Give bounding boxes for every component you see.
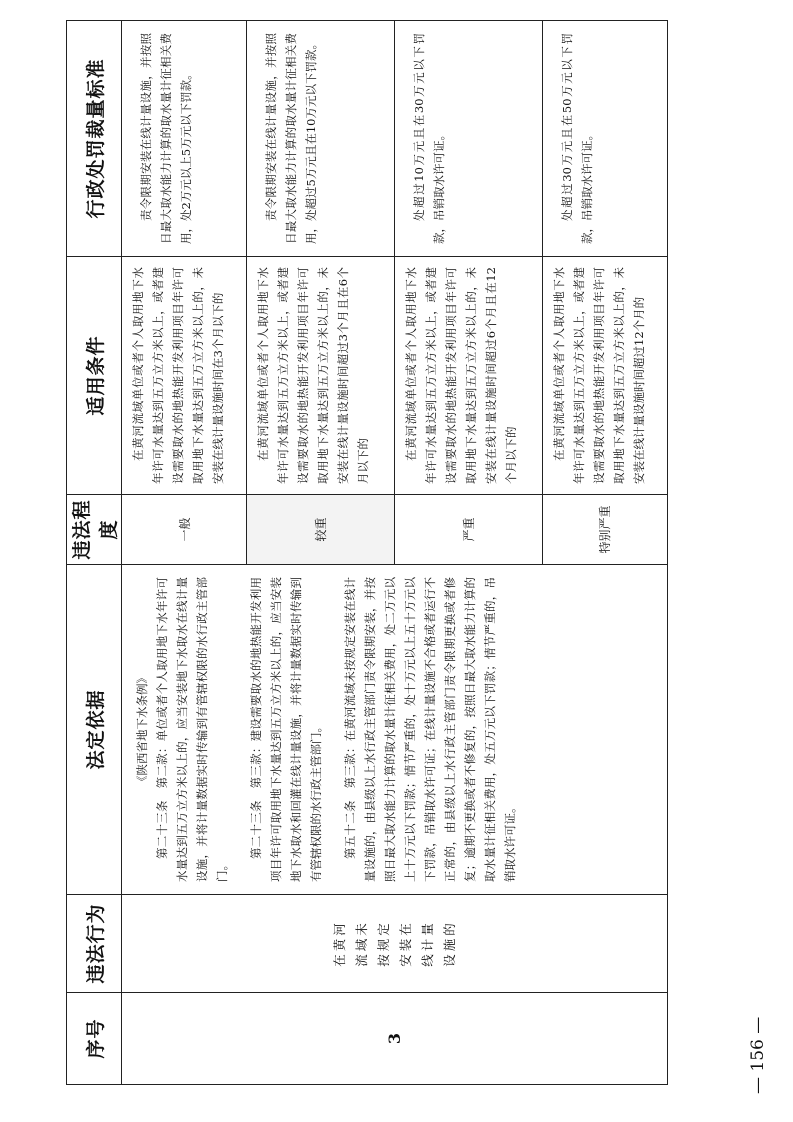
condition-cell — [247, 257, 395, 495]
penalty-general: 责令限期安装在线计量设施，并按照日最大取水能力计算的取水量计征相关费用，处2万元以上5万元以下罚款。 — [139, 33, 193, 244]
degree-especially-severe: 特别严重 — [542, 495, 667, 565]
condition-cell — [394, 257, 542, 495]
degree-serious: 较重 — [247, 495, 395, 565]
table-row — [122, 21, 247, 1085]
condition-especially-severe: 在黄河流域单位或者个人取用地下水年许可水量达到五万立方米以上，或者建设需要取水的地热能开发利用项目年许可取用地下水量达到五万立方米以上的，未安装在线计量设施时间超过12个月的 — [551, 267, 646, 484]
condition-serious: 在黄河流域单位或者个人取用地下水年许可水量达到五万立方米以上，或者建设需要取水的地热能开发利用项目年许可取用地下水量达到五万立方米以上的，未安装在线计量设施时间超过3个月且在6个月以下的 — [256, 267, 371, 484]
legal-basis-cell — [122, 565, 668, 895]
header-condition: 适用条件 — [67, 257, 122, 495]
condition-cell — [122, 257, 247, 495]
penalty-cell — [122, 21, 247, 257]
violation-cell — [122, 895, 668, 993]
penalty-standard-table — [66, 20, 668, 1085]
header-violation: 违法行为 — [67, 895, 122, 993]
basis-paragraph-1: 第二十三条 第二款：单位或者个人取用地下水年许可水量达到五万立方米以上的，应当安装地下水取水在线计量设施，并将计量数据实时传输到有管辖权限的水行政主管部门。 — [155, 577, 229, 882]
penalty-cell — [394, 21, 542, 257]
penalty-severe: 处超过10万元且在30万元以下罚款，吊销取水许可证。 — [411, 33, 446, 244]
penalty-cell — [542, 21, 667, 257]
basis-paragraph-2: 第二十三条 第三款：建设需要取水的地热能开发利用项目年许可取用地下水量达到五万立方米以上的，应当安装地下水取水和回灌在线计量设施，并将计量数据实时传输到有管辖权限的水行政主管部门。 — [249, 577, 323, 882]
table-header-row — [67, 21, 122, 1085]
header-degree: 违法程度 — [67, 495, 122, 565]
page-number: — 156 — — [748, 1016, 768, 1094]
header-seq: 序号 — [67, 993, 122, 1085]
law-title: 《陕西省地下水条例》 — [135, 672, 149, 787]
penalty-especially-severe: 处超过30万元且在50万元以下罚款，吊销取水许可证。 — [559, 33, 594, 244]
violation-text: 在黄河流域未按规定安装在线计量设施的 — [331, 920, 457, 967]
header-penalty-standard: 行政处罚裁量标准 — [67, 21, 122, 257]
penalty-cell — [247, 21, 395, 257]
condition-general: 在黄河流域单位或者个人取用地下水年许可水量达到五万立方米以上，或者建设需要取水的地热能开发利用项目年许可取用地下水量达到五万立方米以上的，未安装在线计量设施时间在3个月以下的 — [131, 267, 225, 484]
condition-severe: 在黄河流域单位或者个人取用地下水年许可水量达到五万立方米以上，或者建设需要取水的地热能开发利用项目年许可取用地下水量达到五万立方米以上的，未安装在线计量设施时间超过6个月且在12个月以下的 — [403, 267, 518, 484]
header-legal-basis: 法定依据 — [67, 565, 122, 895]
degree-severe: 严重 — [394, 495, 542, 565]
rotated-table-page — [66, 21, 668, 1085]
degree-general: 一般 — [122, 495, 247, 565]
condition-cell — [542, 257, 667, 495]
basis-paragraph-3: 第五十二条 第三款：在黄河流域未按规定安装在线计量设施的，由县级以上水行政主管部门责令限期安装，并按照日最大取水能力计算的取水量计征相关费用，处二万元以上十万元以下罚款；情节严重的，处十万元以上五十万元以下罚款，吊销取水许可证；在线计量设施不合格或者运行不正常的，由县级以上水行政主管部门责令限期更换或者修复；逾期不更换或者不修复的，按照日最大取水能力计算的取水量计征相关费用，处五万元以下罚款；情节严重的，吊销取水许可证。 — [343, 577, 517, 882]
penalty-serious: 责令限期安装在线计量设施，并按照日最大取水能力计算的取水量计征相关费用，处超过5万元且在10万元以下罚款。 — [264, 33, 319, 244]
row-seq-number: 3 — [122, 993, 668, 1085]
legal-basis-text — [122, 565, 544, 894]
